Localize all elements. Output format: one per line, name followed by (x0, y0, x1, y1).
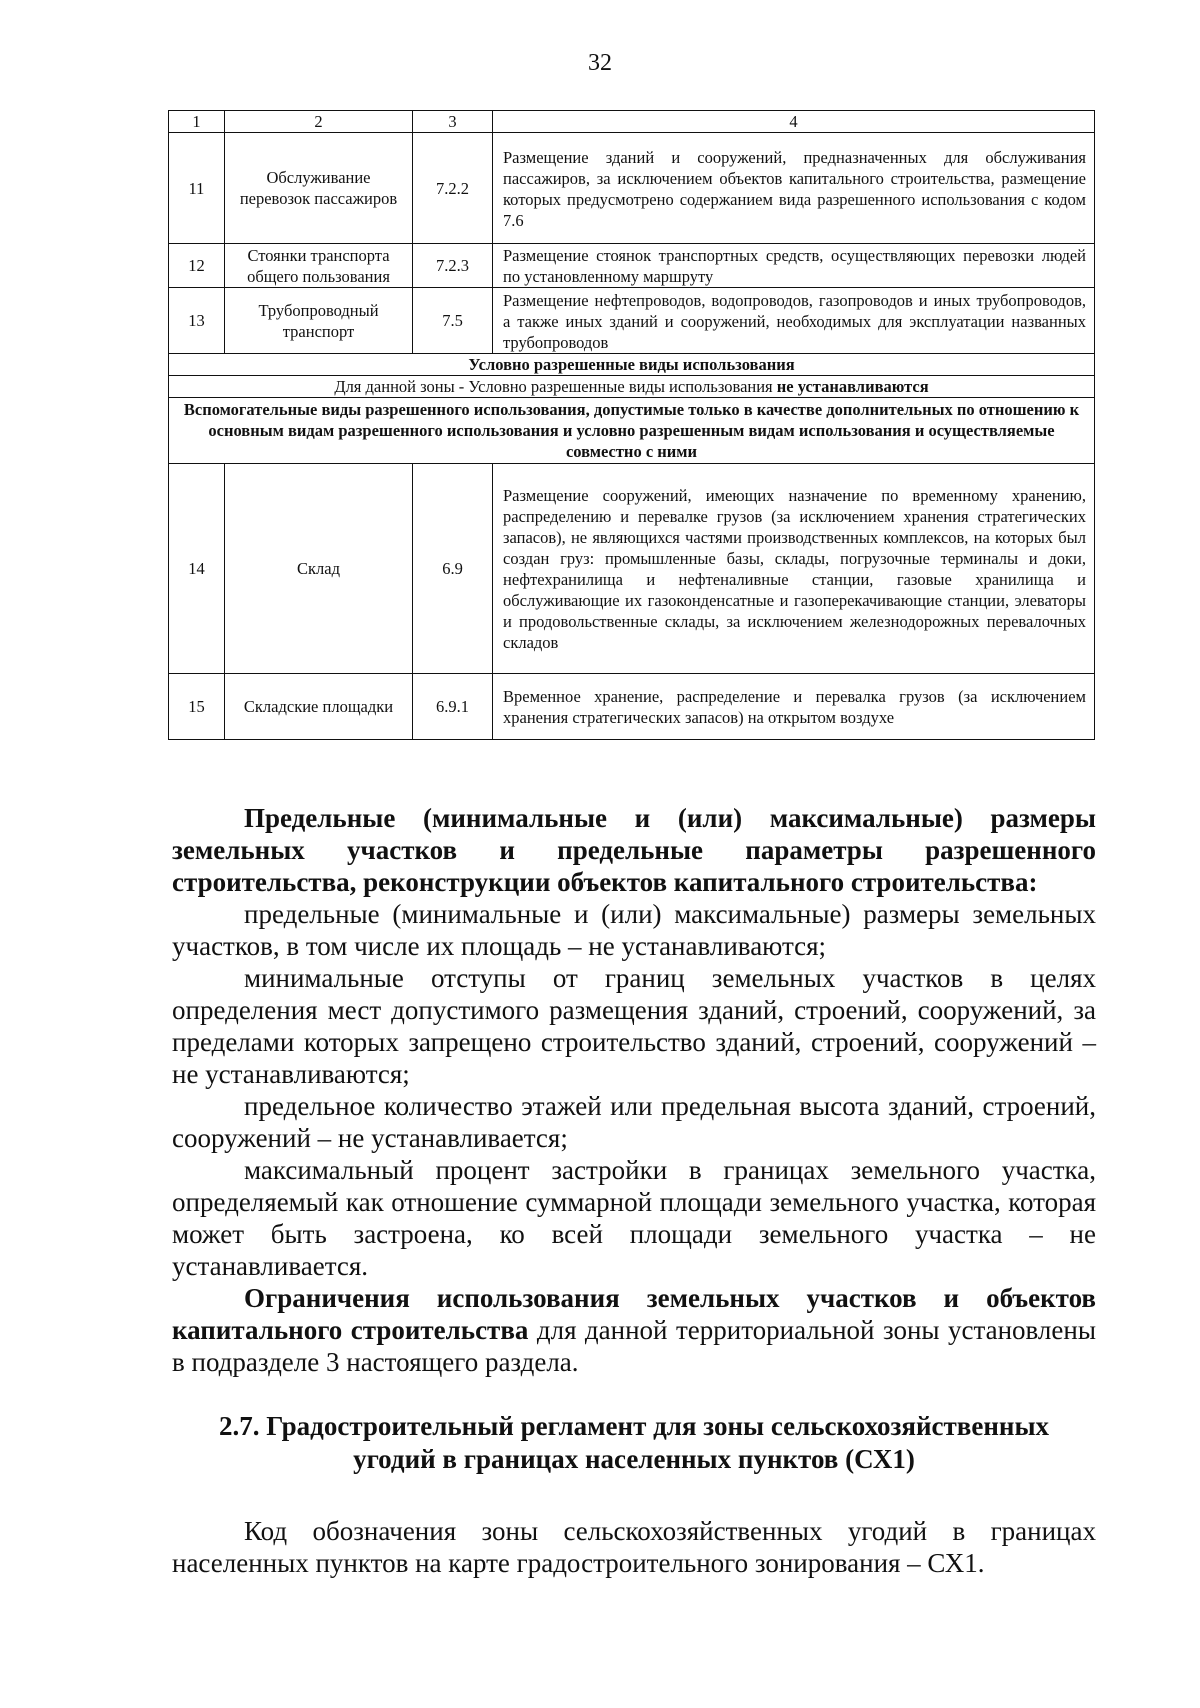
row-number: 12 (169, 244, 225, 288)
row-name: Склад (225, 464, 413, 674)
restrictions-paragraph (172, 1282, 1096, 1378)
row-description: Размещение сооружений, имеющих назначение по временному хранению, распределению и перевалке грузов (за исключением хранения стратегических запасов), не являющихся частями производственных комплексов, на которых был создан груз: промышленные базы, склады, погрузочные терминалы и доки, нефтехранилища и нефтеналивные станции, газовые хранилища и обслуживающие их газоконденсатные и газоперекачивающие станции, элеваторы и продовольственные склады, за исключением железнодорожных перевалочных складов (493, 464, 1095, 674)
code-paragraph: Код обозначения зоны сельскохозяйственных угодий в границах населенных пунктов на карте градостроительного зонирования – СХ1. (172, 1516, 1096, 1578)
limits-paragraph-3: предельное количество этажей или предельная высота зданий, строений, сооружений – не устанавливается; (172, 1091, 1096, 1153)
regulation-table (168, 110, 1095, 740)
row-description: Размещение зданий и сооружений, предназначенных для обслуживания пассажиров, за исключением объектов капитального строительства, размещение которых предусмотрено содержанием вида разрешенного использования с кодом 7.6 (493, 133, 1095, 244)
row-description: Размещение стоянок транспортных средств, осуществляющих перевозки людей по установленному маршруту (493, 244, 1095, 288)
row-code: 7.2.3 (413, 244, 493, 288)
limits-block (172, 802, 1096, 1378)
section-title (172, 1410, 1096, 1476)
row-number: 15 (169, 674, 225, 740)
table-row (169, 133, 1095, 244)
header-col-4: 4 (493, 111, 1095, 133)
limits-heading: Предельные (минимальные и (или) максимальные) размеры земельных участков и предельные параметры разрешенного строительства, реконструкции объектов капитального строительства: (172, 803, 1096, 897)
row-code: 6.9 (413, 464, 493, 674)
page-number: 32 (588, 50, 612, 76)
conditional-note-prefix: Для данной зоны - Условно разрешенные виды использования (334, 377, 777, 396)
table-row (169, 244, 1095, 288)
conditional-note (169, 376, 1095, 398)
table-row (169, 464, 1095, 674)
row-name: Трубопроводный транспорт (225, 288, 413, 354)
row-number: 13 (169, 288, 225, 354)
conditional-note-bold: не устанавливаются (776, 377, 929, 396)
section-title-line-2: угодий в границах населенных пунктов (СХ1) (353, 1444, 915, 1474)
code-block (172, 1515, 1096, 1579)
header-col-1: 1 (169, 111, 225, 133)
table-row (169, 674, 1095, 740)
row-code: 7.5 (413, 288, 493, 354)
limits-paragraph-2: минимальные отступы от границ земельных участков в целях определения мест допустимого размещения зданий, строений, сооружений, за пределами которых запрещено строительство зданий, строений, сооружений – не устанавливаются; (172, 963, 1096, 1089)
auxiliary-heading-row (169, 398, 1095, 464)
row-description: Временное хранение, распределение и перевалка грузов (за исключением хранения стратегических запасов) на открытом воздухе (493, 674, 1095, 740)
row-description: Размещение нефтепроводов, водопроводов, газопроводов и иных трубопроводов, а также иных зданий и сооружений, необходимых для эксплуатации названных трубопроводов (493, 288, 1095, 354)
limits-paragraph-1: предельные (минимальные и (или) максимальные) размеры земельных участков, в том числе их площадь – не устанавливаются; (172, 899, 1096, 961)
auxiliary-heading: Вспомогательные виды разрешенного использования, допустимые только в качестве дополнительных по отношению к основным видам разрешенного использования и условно разрешенным видам использования и осуществляемые совместно с ними (169, 398, 1095, 464)
table-header-row (169, 111, 1095, 133)
row-name: Складские площадки (225, 674, 413, 740)
row-code: 7.2.2 (413, 133, 493, 244)
row-code: 6.9.1 (413, 674, 493, 740)
conditional-heading-row (169, 354, 1095, 376)
header-col-2: 2 (225, 111, 413, 133)
row-number: 11 (169, 133, 225, 244)
table-row (169, 288, 1095, 354)
row-name: Стоянки транспорта общего пользования (225, 244, 413, 288)
conditional-note-row (169, 376, 1095, 398)
restrictions-rest: для данной территориальной зоны установлены в подразделе 3 настоящего раздела. (172, 1315, 1096, 1377)
header-col-3: 3 (413, 111, 493, 133)
conditional-heading: Условно разрешенные виды использования (169, 354, 1095, 376)
row-number: 14 (169, 464, 225, 674)
section-title-line-1: 2.7. Градостроительный регламент для зоны сельскохозяйственных (218, 1411, 1050, 1441)
restrictions-bold: Ограничения использования земельных участков и объектов капитального строительства (172, 1283, 1096, 1345)
limits-paragraph-4: максимальный процент застройки в границах земельного участка, определяемый как отношение суммарной площади земельного участка, которая может быть застроена, ко всей площади земельного участка – не устанавливается. (172, 1155, 1096, 1281)
row-name: Обслуживание перевозок пассажиров (225, 133, 413, 244)
